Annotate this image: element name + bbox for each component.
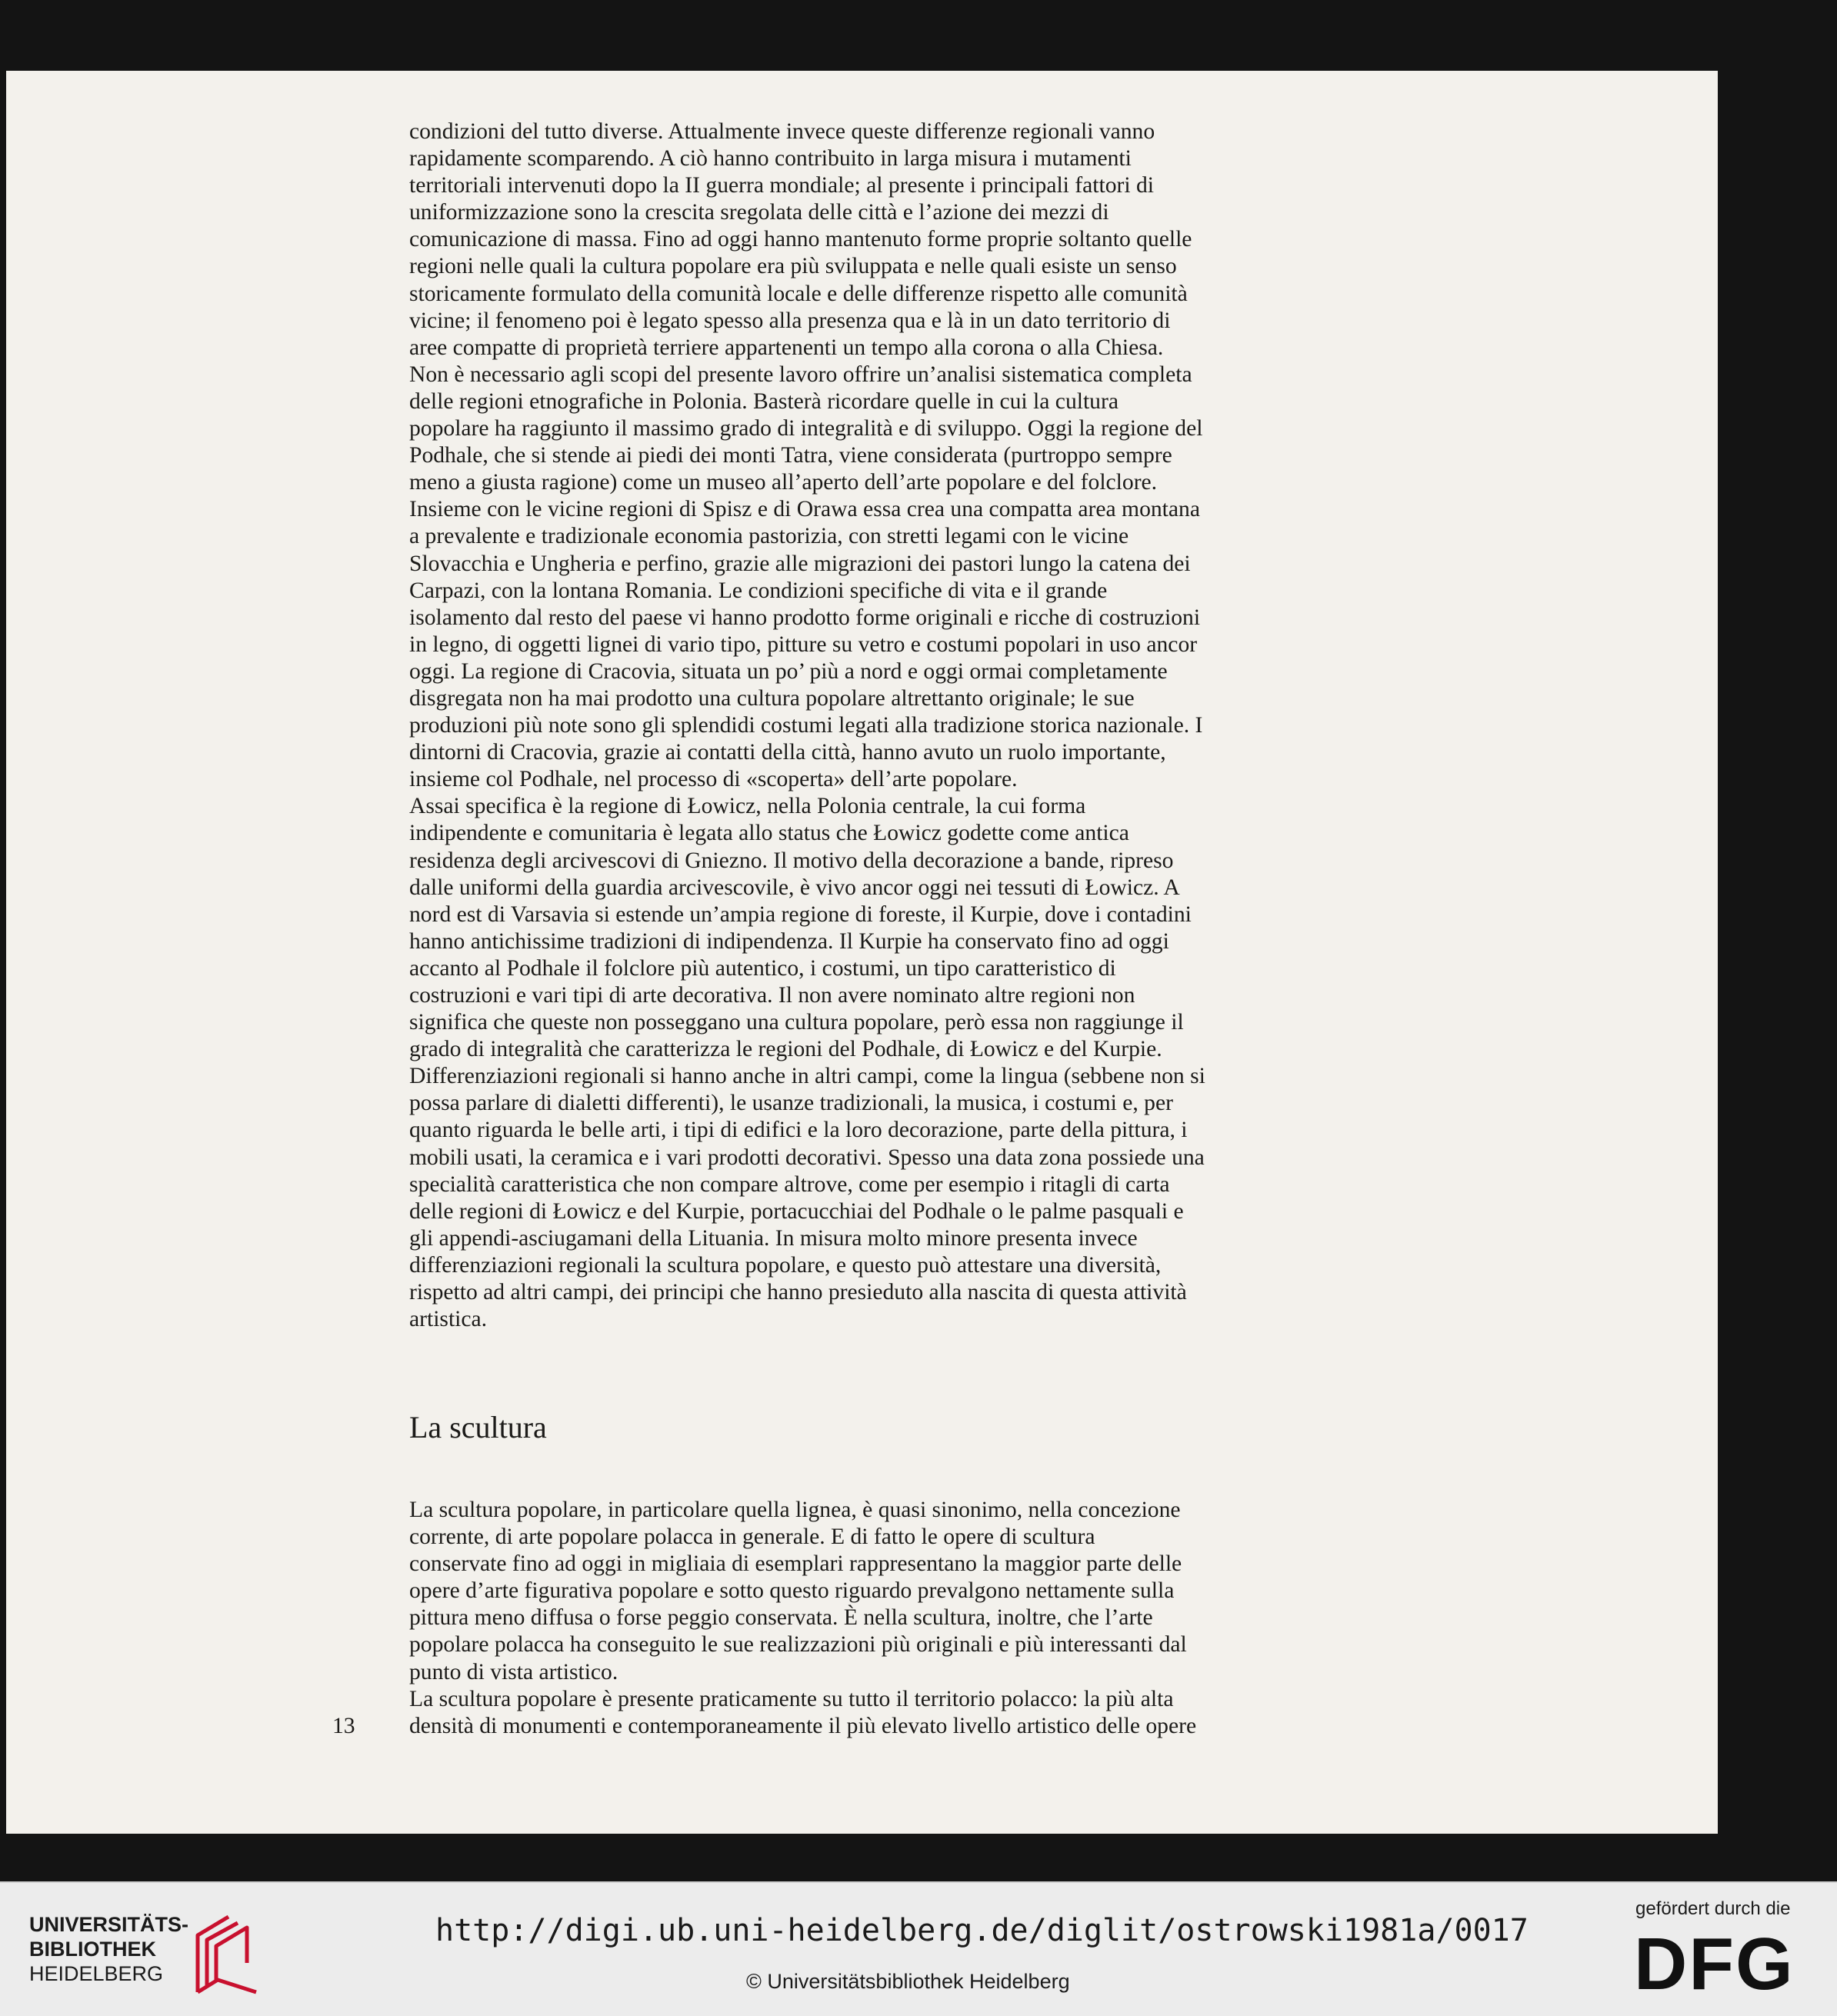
- section-heading: La scultura: [409, 1410, 547, 1445]
- library-emblem-icon: [187, 1912, 261, 1997]
- body-text-paragraph-2: [409, 1497, 1294, 1740]
- paragraph-1-line: vicine; il fenomeno poi è legato spesso alla presenza qua e là in un dato territorio di: [409, 308, 1171, 333]
- dfg-caption: gefördert durch die: [1635, 1898, 1791, 1919]
- paragraph-1-line: delle regioni di Łowicz e del Kurpie, portacucchiai del Podhale o le palme pasquali e: [409, 1198, 1184, 1224]
- paragraph-1-line: gli appendi-asciugamani della Lituania. In misura molto minore presenta invece: [409, 1225, 1138, 1251]
- paragraph-1-line: aree compatte di proprietà terriere appartenenti un tempo alla corona o alla Chiesa.: [409, 335, 1164, 360]
- paragraph-1-line: artistica.: [409, 1307, 488, 1332]
- paragraph-1-line: Insieme con le vicine regioni di Spisz e di Orawa essa crea una compatta area montana: [409, 497, 1200, 522]
- paragraph-1-line: oggi. La regione di Cracovia, situata un po’ più a nord e oggi ormai completamente: [409, 658, 1168, 684]
- body-text-paragraph-1: [409, 118, 1294, 1333]
- permalink-url[interactable]: http://digi.ub.uni-heidelberg.de/diglit/ostrowski1981a/0017: [435, 1913, 1529, 1948]
- paragraph-1-line: insieme col Podhale, nel processo di «scoperta» dell’arte popolare.: [409, 767, 1018, 792]
- paragraph-2-line: La scultura popolare, in particolare quella lignea, è quasi sinonimo, nella concezione: [409, 1498, 1181, 1522]
- book-page: [6, 71, 1718, 1834]
- paragraph-1-line: condizioni del tutto diverse. Attualmente invece queste differenze regionali vanno: [409, 119, 1155, 144]
- paragraph-2-line: corrente, di arte popolare polacca in generale. E di fatto le opere di scultura: [409, 1524, 1095, 1550]
- paragraph-1-line: isolamento dal resto del paese vi hanno prodotto forme originali e ricche di costruzioni: [409, 605, 1201, 630]
- page-number: 13: [332, 1714, 355, 1738]
- paragraph-1-line: differenziazioni regionali la scultura popolare, e questo può attestare una diversità,: [409, 1252, 1162, 1278]
- paragraph-1-line: specialità caratteristica che non compare altrove, come per esempio i ritagli di carta: [409, 1171, 1170, 1197]
- paragraph-2-line: opere d’arte figurativa popolare e sotto questo riguardo prevalgono nettamente sulla: [409, 1578, 1175, 1604]
- paragraph-1-line: territoriali intervenuti dopo la II guerra mondiale; al presente i principali fattori di: [409, 173, 1155, 198]
- paragraph-1-line: indipendente e comunitaria è legata allo status che Łowicz godette come antica: [409, 821, 1129, 846]
- library-name-line-2: BIBLIOTHEK: [29, 1938, 156, 1961]
- paragraph-2-line: conservate fino ad oggi in migliaia di esemplari rappresentano la maggior parte delle: [409, 1551, 1182, 1577]
- paragraph-1-line: uniformizzazione sono la crescita sregolata delle città e l’azione dei mezzi di: [409, 200, 1109, 225]
- dfg-logo[interactable]: DFG: [1634, 1923, 1795, 2005]
- paragraph-1-line: significa che queste non posseggano una cultura popolare, però essa non raggiunge il: [409, 1010, 1184, 1035]
- paragraph-1-line: costruzioni e vari tipi di arte decorativa. Il non avere nominato altre regioni non: [409, 983, 1135, 1008]
- paragraph-1-line: possa parlare di dialetti differenti), le usanze tradizionali, la musica, i costumi e, per: [409, 1091, 1173, 1116]
- footer-divider: [0, 1881, 1837, 1883]
- paragraph-1-line: storicamente formulato della comunità locale e delle differenze rispetto alle comunità: [409, 281, 1188, 306]
- paragraph-1-line: Differenziazioni regionali si hanno anche in altri campi, come la lingua (sebbene non si: [409, 1064, 1205, 1089]
- paragraph-1-line: regioni nelle quali la cultura popolare era più sviluppata e nelle quali esiste un senso: [409, 254, 1177, 279]
- library-name-line-3: HEIDELBERG: [29, 1962, 164, 1985]
- paragraph-2-line: densità di monumenti e contemporaneamente il più elevato livello artistico delle opere: [409, 1713, 1197, 1738]
- paragraph-1-line: in legno, di oggetti lignei di vario tipo, pitture su vetro e costumi popolari in uso ancor: [409, 631, 1198, 657]
- paragraph-1-line: a prevalente e tradizionale economia pastorizia, con stretti legami con le vicine: [409, 524, 1129, 549]
- paragraph-1-line: Assai specifica è la regione di Łowicz, nella Polonia centrale, la cui forma: [409, 794, 1086, 819]
- paragraph-1-line: grado di integralità che caratterizza le regioni del Podhale, di Łowicz e del Kurpie.: [409, 1037, 1162, 1062]
- paragraph-1-line: popolare ha raggiunto il massimo grado di integralità e di sviluppo. Oggi la regione del: [409, 416, 1203, 442]
- paragraph-1-line: meno a giusta ragione) come un museo all’aperto dell’arte popolare e del folclore.: [409, 470, 1158, 495]
- paragraph-1-line: rispetto ad altri campi, dei principi che hanno presieduto alla nascita di questa attività: [409, 1280, 1187, 1305]
- paragraph-1-line: residenza degli arcivescovi di Gniezno. Il motivo della decorazione a bande, ripreso: [409, 848, 1174, 873]
- paragraph-1-line: dintorni di Cracovia, grazie ai contatti della città, hanno avuto un ruolo importante,: [409, 740, 1166, 765]
- paragraph-1-line: produzioni più note sono gli splendidi costumi legati alla tradizione storica nazionale. I: [409, 713, 1203, 738]
- paragraph-1-line: disgregata non ha mai prodotto una cultura popolare altrettanto originale; le sue: [409, 685, 1135, 711]
- paragraph-1-line: Carpazi, con la lontana Romania. Le condizioni specifiche di vita e il grande: [409, 578, 1108, 603]
- paragraph-2-line: popolare polacca ha conseguito le sue realizzazioni più originali e più interessanti dal: [409, 1632, 1187, 1658]
- paragraph-2-line: punto di vista artistico.: [409, 1659, 618, 1684]
- university-library-logo[interactable]: [29, 1912, 260, 1997]
- paragraph-1-line: comunicazione di massa. Fino ad oggi hanno mantenuto forme proprie soltanto quelle: [409, 227, 1192, 252]
- paragraph-1-line: rapidamente scomparendo. A ciò hanno contribuito in larga misura i mutamenti: [409, 146, 1132, 172]
- paragraph-1-line: mobili usati, la ceramica e i vari prodotti decorativi. Spesso una data zona possiede una: [409, 1145, 1205, 1170]
- paragraph-1-line: hanno antichissime tradizioni di indipendenza. Il Kurpie ha conservato fino ad oggi: [409, 928, 1169, 954]
- paragraph-1-line: Podhale, che si stende ai piedi dei monti Tatra, viene considerata (purtroppo sempre: [409, 443, 1172, 468]
- footer-bar: [0, 1881, 1837, 2016]
- paragraph-1-line: dalle uniformi della guardia arcivescovile, è vivo ancor oggi nei tessuti di Łowicz. A: [409, 875, 1180, 900]
- paragraph-1-line: nord est di Varsavia si estende un’ampia regione di foreste, il Kurpie, dove i contadini: [409, 901, 1192, 927]
- library-name-line-1: UNIVERSITÄTS-: [29, 1913, 189, 1936]
- paragraph-1-line: accanto al Podhale il folclore più autentico, i costumi, un tipo caratteristico di: [409, 955, 1116, 981]
- copyright-notice: © Universitätsbibliothek Heidelberg: [746, 1970, 1070, 1993]
- paragraph-1-line: quanto riguarda le belle arti, i tipi di edifici e la loro decorazione, parte della pittura, i: [409, 1118, 1188, 1143]
- paragraph-1-line: Slovacchia e Ungheria e perfino, grazie alle migrazioni dei pastori lungo la catena dei: [409, 551, 1191, 576]
- paragraph-1-line: delle regioni etnografiche in Polonia. Basterà ricordare quelle in cui la cultura: [409, 388, 1119, 414]
- paragraph-2-line: pittura meno diffusa o forse peggio conservata. È nella scultura, inoltre, che l’arte: [409, 1605, 1153, 1631]
- paragraph-2-line: La scultura popolare è presente praticamente su tutto il territorio polacco: la più alta: [409, 1686, 1174, 1711]
- paragraph-1-line: Non è necessario agli scopi del presente lavoro offrire un’analisi sistematica completa: [409, 362, 1192, 387]
